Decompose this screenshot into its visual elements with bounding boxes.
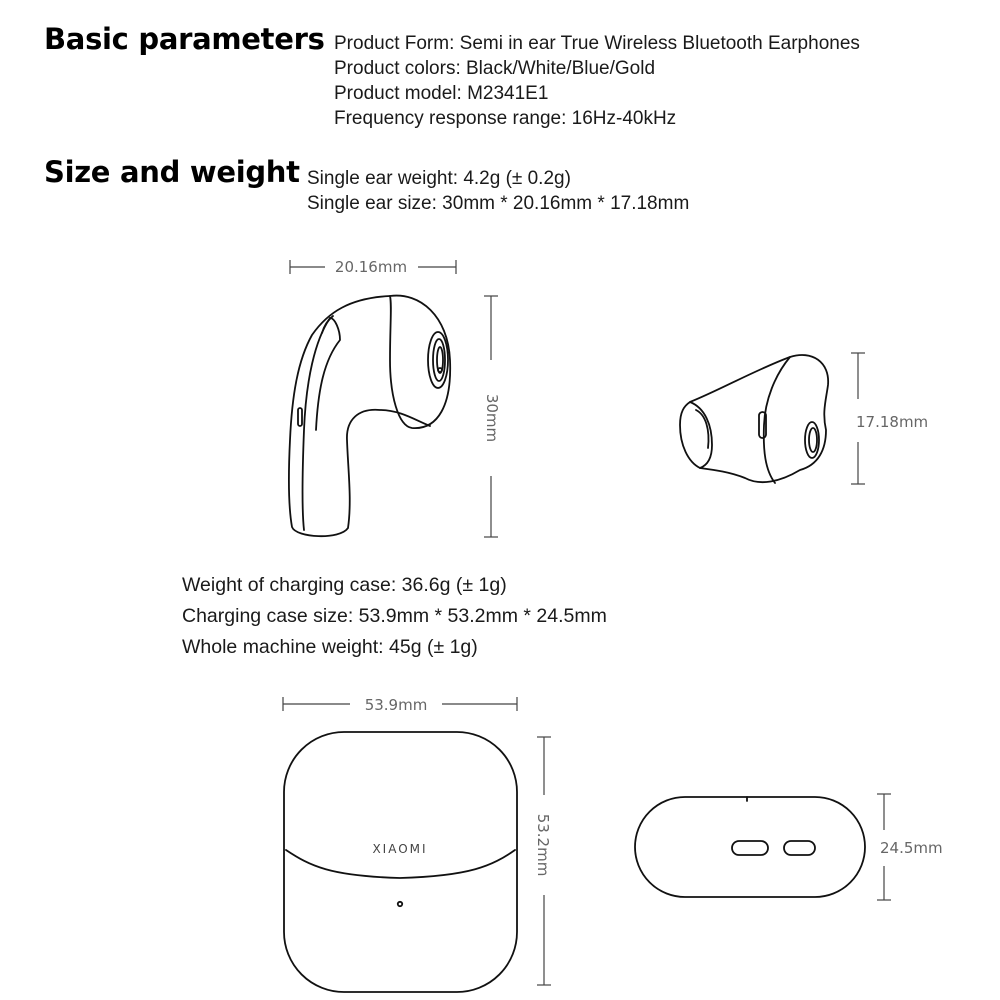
spec-case-weight: Weight of charging case: 36.6g (± 1g) [182,574,507,596]
case-height-label: 53.2mm [534,813,552,877]
case-logo: XIAOMI [372,842,428,856]
case-bottom-view-drawing [635,797,865,897]
size-weight-heading: Size and weight [44,155,300,189]
spec-frequency-range: Frequency response range: 16Hz-40kHz [334,108,677,129]
spec-single-ear-size: Single ear size: 30mm * 20.16mm * 17.18mm [307,193,690,214]
earbud-side-view-drawing [289,296,450,537]
case-front-view-drawing [284,732,517,992]
earbud-depth-label: 17.18mm [856,413,929,431]
spec-case-size: Charging case size: 53.9mm * 53.2mm * 24.5mm [182,605,607,627]
spec-product-model: Product model: M2341E1 [334,83,549,104]
earbud-top-view-drawing [680,355,828,483]
spec-single-ear-weight: Single ear weight: 4.2g (± 0.2g) [307,168,571,189]
earbud-width-label: 20.16mm [334,258,408,276]
spec-machine-weight: Whole machine weight: 45g (± 1g) [182,636,478,658]
case-width-label: 53.9mm [364,696,428,714]
basic-parameters-heading: Basic parameters [44,22,325,56]
earbud-height-label: 30mm [483,393,501,443]
spec-product-colors: Product colors: Black/White/Blue/Gold [334,58,656,79]
case-depth-label: 24.5mm [880,839,943,857]
spec-product-form: Product Form: Semi in ear True Wireless Bluetooth Earphones [334,33,860,54]
